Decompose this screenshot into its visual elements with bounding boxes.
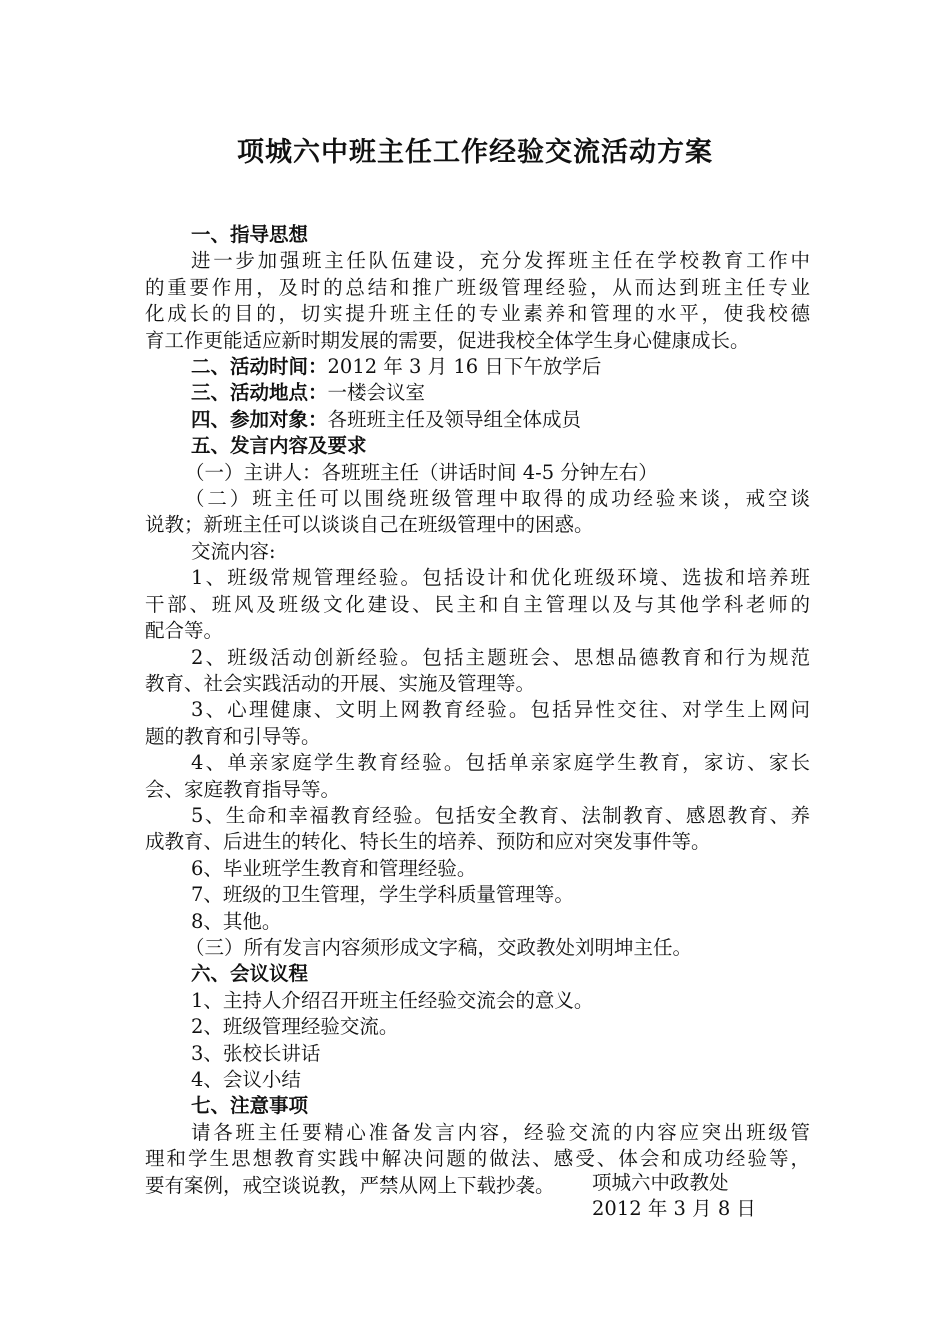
- agenda-item: 3、张校长讲话: [191, 1041, 321, 1065]
- paragraph-line: 4、单亲家庭学生教育经验。包括单亲家庭学生教育，家访、家长: [191, 751, 810, 775]
- paragraph-line: （二）班主任可以围绕班级管理中取得的成功经验来谈，戒空谈: [185, 487, 810, 511]
- paragraph-line: 5、生命和幸福教育经验。包括安全教育、法制教育、感恩教育、养: [191, 803, 810, 827]
- paragraph-line: 化成长的目的，切实提升班主任的专业素养和管理的水平，使我校德: [145, 302, 810, 326]
- paragraph-line: 要有案例，戒空谈说教，严禁从网上下载抄袭。: [145, 1173, 555, 1197]
- requirement-item-2: [145, 486, 810, 539]
- paragraph-line: 1、班级常规管理经验。包括设计和优化班级环境、选拔和培养班: [191, 566, 810, 590]
- section-heading-speech-requirements: 五、发言内容及要求: [191, 434, 367, 458]
- section-heading-meeting-agenda: 六、会议议程: [191, 962, 309, 986]
- participants-value: 各班班主任及领导组全体成员: [327, 407, 582, 431]
- agenda-item: 2、班级管理经验交流。: [191, 1015, 399, 1039]
- exchange-point-5: [145, 803, 810, 856]
- exchange-point-2: [145, 645, 810, 698]
- participants-line: [145, 407, 810, 433]
- exchange-point-1: [145, 565, 810, 644]
- signature-org: 项城六中政教处: [592, 1171, 729, 1194]
- paragraph-line: 理和学生思想教育实践中解决问题的做法、感受、体会和成功经验等，: [145, 1147, 810, 1171]
- signature-date: 2012 年 3 月 8 日: [592, 1197, 756, 1221]
- activity-location-line: [145, 380, 810, 406]
- exchange-point-6: 6、毕业班学生教育和管理经验。: [191, 856, 477, 880]
- requirement-item-1: （一）主讲人：各班班主任（讲话时间 4-5 分钟左右）: [185, 460, 658, 484]
- exchange-point-4: [145, 750, 810, 803]
- paragraph-guiding-ideology: [145, 248, 810, 354]
- paragraph-line: 2、班级活动创新经验。包括主题班会、思想品德教育和行为规范: [191, 645, 810, 669]
- exchange-point-3: [145, 697, 810, 750]
- paragraph-line: 会、家庭教育指导等。: [145, 777, 341, 801]
- agenda-item: 4、会议小结: [191, 1068, 301, 1091]
- paragraph-line: 进一步加强班主任队伍建设，充分发挥班主任在学校教育工作中: [191, 249, 810, 273]
- paragraph-line: 教育、社会实践活动的开展、实施及管理等。: [145, 671, 536, 695]
- paragraph-line: 请各班主任要精心准备发言内容，经验交流的内容应突出班级管: [191, 1120, 810, 1144]
- activity-location-value: 一楼会议室: [327, 381, 426, 405]
- paragraph-line: 的重要作用，及时的总结和推广班级管理经验，从而达到班主任专业: [145, 275, 810, 299]
- document-body: [145, 222, 810, 1199]
- section-heading-activity-time: 二、活动时间：: [191, 355, 328, 379]
- paragraph-line: 说教；新班主任可以谈谈自己在班级管理中的困惑。: [145, 513, 594, 537]
- section-heading-guiding-ideology: 一、指导思想: [191, 223, 309, 246]
- exchange-point-7: 7、班级的卫生管理，学生学科质量管理等。: [191, 883, 574, 907]
- section-heading-notes: 七、注意事项: [191, 1094, 309, 1118]
- paragraph-line: 成教育、后进生的转化、特长生的培养、预防和应对突发事件等。: [145, 830, 711, 854]
- section-heading-participants: 四、参加对象：: [191, 407, 328, 431]
- agenda-item: 1、主持人介绍召开班主任经验交流会的意义。: [191, 988, 594, 1012]
- exchange-point-8: 8、其他。: [191, 909, 282, 933]
- document-title: 项城六中班主任工作经验交流活动方案: [237, 137, 713, 168]
- activity-time-line: [145, 354, 810, 380]
- paragraph-line: 干部、班风及班级文化建设、民主和自主管理以及与其他学科老师的: [145, 592, 810, 616]
- signature-block: [592, 1170, 756, 1223]
- section-heading-activity-location: 三、活动地点：: [191, 381, 328, 405]
- paragraph-line: 3、心理健康、文明上网教育经验。包括异性交往、对学生上网问: [191, 698, 810, 722]
- paragraph-line: 配合等。: [145, 619, 224, 643]
- exchange-content-label: 交流内容:: [191, 539, 276, 563]
- requirement-item-3: （三）所有发言内容须形成文字稿，交政教处刘明坤主任。: [185, 935, 693, 959]
- paragraph-line: 题的教育和引导等。: [145, 724, 321, 748]
- activity-time-value: 2012 年 3 月 16 日下午放学后: [327, 355, 602, 379]
- paragraph-line: 育工作更能适应新时期发展的需要，促进我校全体学生身心健康成长。: [145, 328, 750, 352]
